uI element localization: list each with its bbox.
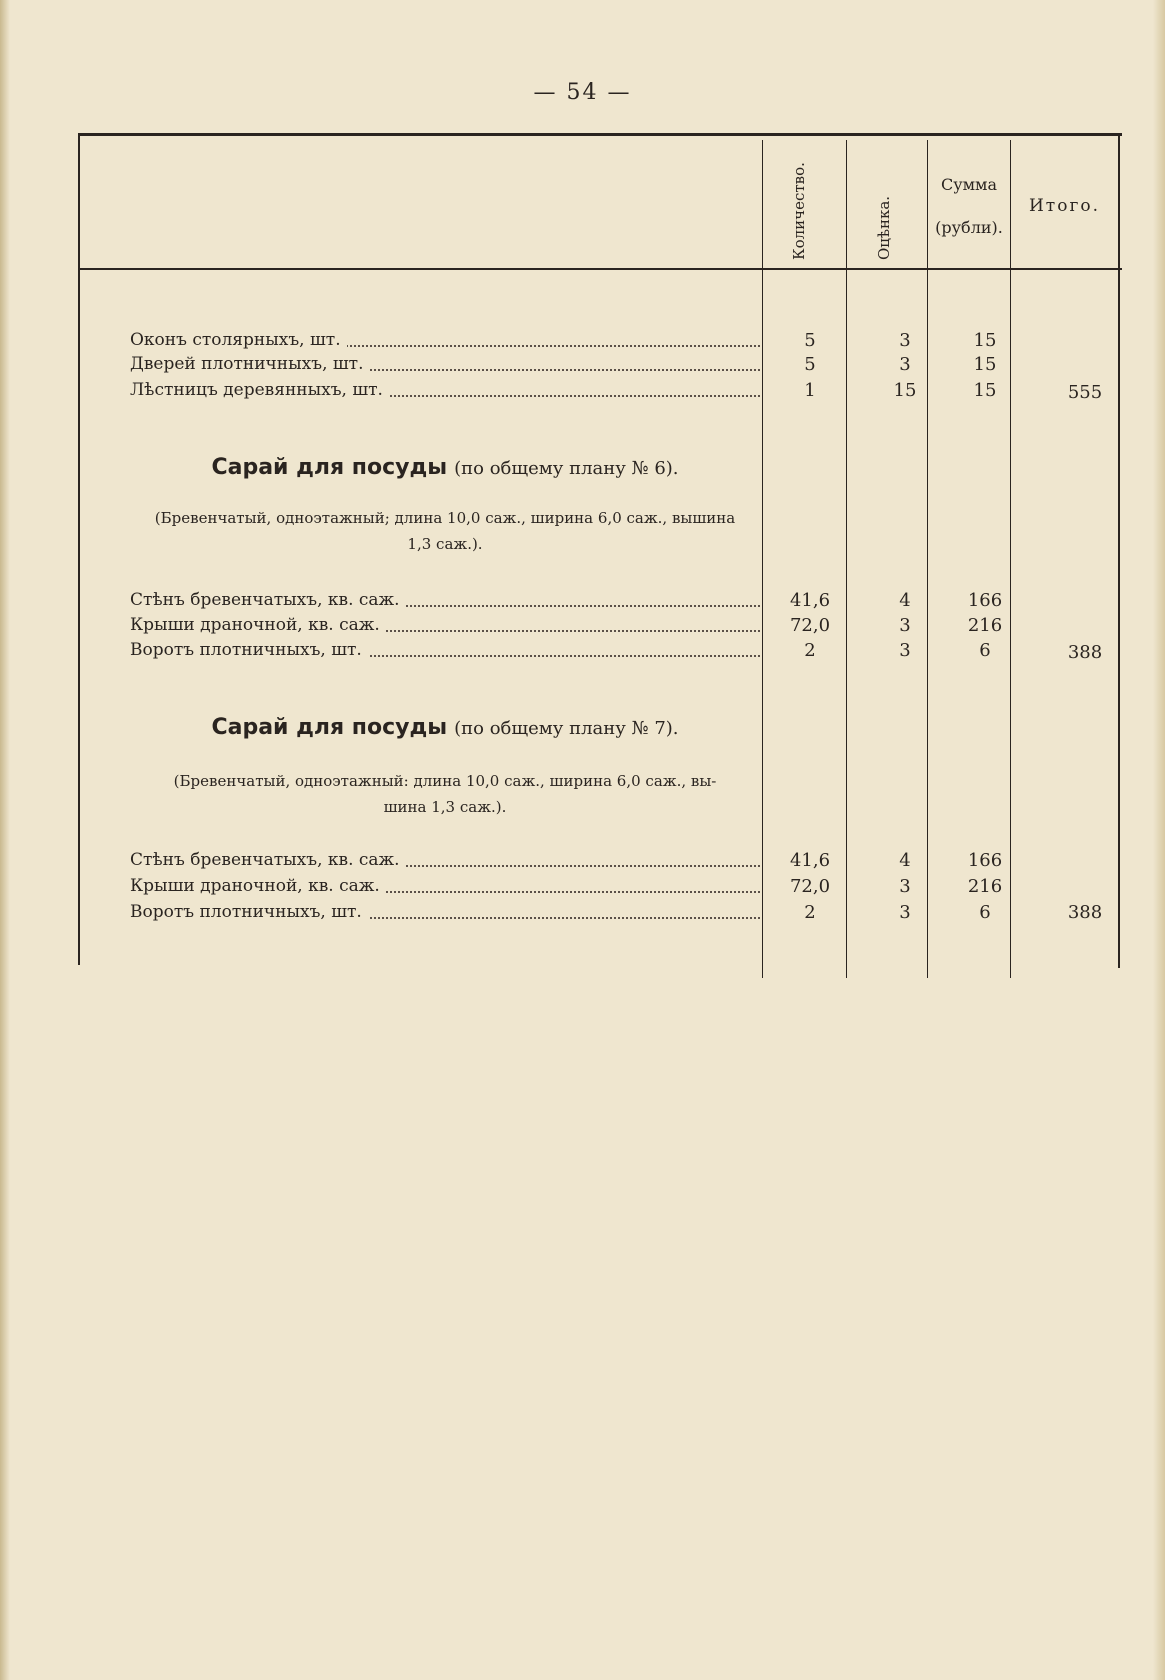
table-right-rule bbox=[1118, 136, 1120, 968]
total-cell: 555 bbox=[1067, 382, 1103, 403]
table-row: Дверей плотничныхъ, шт. bbox=[130, 354, 760, 378]
appraisal-cell: 3 bbox=[899, 330, 911, 351]
page-edge-left bbox=[0, 0, 10, 1680]
section-description-line1: (Бревенчатый, одноэтажный; длина 10,0 саж., ширина 6,0 саж., вышина bbox=[154, 509, 736, 527]
appraisal-cell: 15 bbox=[893, 380, 917, 401]
table-row: Оконъ столярныхъ, шт. bbox=[130, 330, 760, 354]
section-description-line2: 1,3 саж.). bbox=[407, 535, 483, 553]
section-title bbox=[130, 455, 760, 480]
sum-cell: 166 bbox=[967, 850, 1003, 871]
sum-cell: 6 bbox=[979, 902, 991, 923]
table-left-rule bbox=[78, 133, 80, 965]
qty-cell: 72,0 bbox=[789, 615, 831, 636]
appraisal-cell: 3 bbox=[899, 354, 911, 375]
qty-cell: 1 bbox=[804, 380, 816, 401]
section-title-bold: Сарай для посуды bbox=[211, 715, 448, 740]
col-divider-appraisal bbox=[846, 140, 847, 978]
qty-cell: 41,6 bbox=[789, 590, 831, 611]
total-cell: 388 bbox=[1067, 642, 1103, 663]
header-sum-line2: (рубли). bbox=[935, 218, 1003, 237]
sum-cell: 15 bbox=[973, 354, 997, 375]
page-edge-right bbox=[1153, 0, 1165, 1680]
table-row: Крыши драночной, кв. саж. bbox=[130, 876, 760, 900]
header-total: Итого. bbox=[1028, 196, 1100, 216]
table-row: Стѣнъ бревенчатыхъ, кв. саж. bbox=[130, 850, 760, 874]
qty-cell: 72,0 bbox=[789, 876, 831, 897]
appraisal-cell: 3 bbox=[899, 615, 911, 636]
table-row: Воротъ плотничныхъ, шт. bbox=[130, 902, 760, 926]
qty-cell: 5 bbox=[804, 354, 816, 375]
section-title-plan: (по общему плану № 7). bbox=[454, 718, 679, 739]
sum-cell: 15 bbox=[973, 330, 997, 351]
appraisal-cell: 4 bbox=[899, 850, 911, 871]
sum-cell: 15 bbox=[973, 380, 997, 401]
section-title-bold: Сарай для посуды bbox=[211, 455, 448, 480]
qty-cell: 41,6 bbox=[789, 850, 831, 871]
table-top-rule bbox=[80, 133, 1122, 136]
header-sum-line1: Сумма bbox=[940, 175, 998, 194]
qty-cell: 2 bbox=[804, 902, 816, 923]
appraisal-cell: 3 bbox=[899, 902, 911, 923]
table-row: Лѣстницъ деревянныхъ, шт. bbox=[130, 380, 760, 404]
header-quantity: Количество. bbox=[790, 162, 808, 260]
table-row: Стѣнъ бревенчатыхъ, кв. саж. bbox=[130, 590, 760, 614]
col-divider-qty bbox=[762, 140, 763, 978]
header-appraisal: Оцѣнка. bbox=[875, 195, 893, 260]
header-bottom-rule bbox=[80, 268, 1122, 270]
sum-cell: 166 bbox=[967, 590, 1003, 611]
sum-cell: 6 bbox=[979, 640, 991, 661]
section-description-line2: шина 1,3 саж.). bbox=[383, 798, 507, 816]
section-description-line1: (Бревенчатый, одноэтажный: длина 10,0 саж., ширина 6,0 саж., вы- bbox=[173, 772, 717, 790]
appraisal-cell: 3 bbox=[899, 640, 911, 661]
section-title-plan: (по общему плану № 6). bbox=[454, 458, 679, 479]
table-row: Воротъ плотничныхъ, шт. bbox=[130, 640, 760, 664]
appraisal-cell: 4 bbox=[899, 590, 911, 611]
qty-cell: 2 bbox=[804, 640, 816, 661]
section-title bbox=[130, 715, 760, 740]
table-row: Крыши драночной, кв. саж. bbox=[130, 615, 760, 639]
appraisal-cell: 3 bbox=[899, 876, 911, 897]
qty-cell: 5 bbox=[804, 330, 816, 351]
sum-cell: 216 bbox=[967, 876, 1003, 897]
total-cell: 388 bbox=[1067, 902, 1103, 923]
sum-cell: 216 bbox=[967, 615, 1003, 636]
page-number: — 54 — bbox=[533, 80, 632, 105]
